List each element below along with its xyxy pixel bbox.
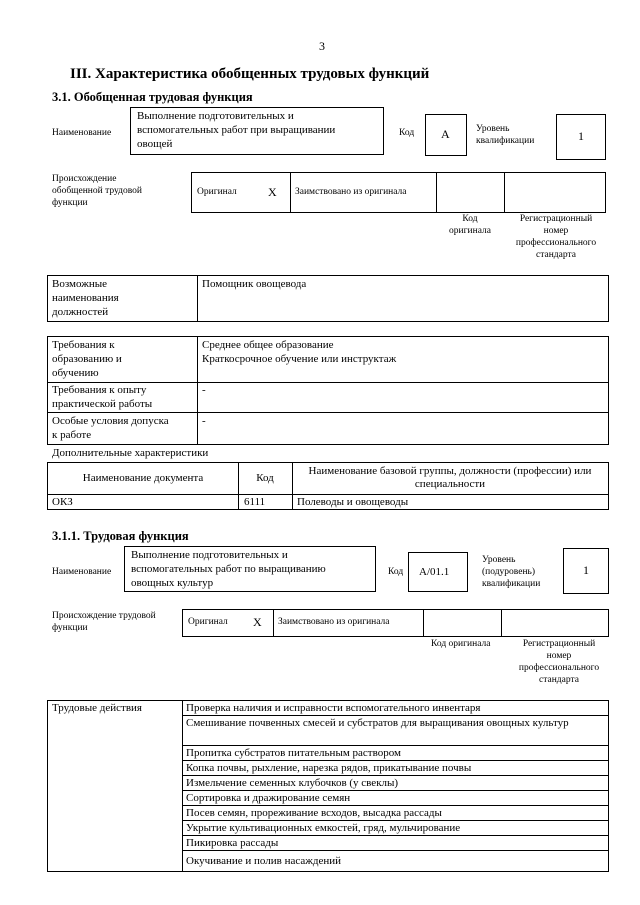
gtf-level-box (556, 114, 606, 160)
action-item-9: Пикировка рассады (186, 837, 279, 849)
gtf-origin-label-2: обобщенной трудовой (52, 186, 142, 196)
gtf-name-line-2: вспомогательных работ при выращивании (137, 124, 336, 136)
gtf-level-label-1: Уровень (476, 124, 510, 134)
job-titles-table (47, 275, 609, 322)
gtf-heading: 3.1. Обобщенная трудовая функция (52, 90, 253, 104)
section-title: III. Характеристика обобщенных трудовых функций (70, 66, 430, 82)
tf-name-line-2: вспомогательных работ по выращиванию (131, 563, 326, 575)
gtf-name-box (130, 107, 384, 155)
exp-value: - (202, 384, 206, 396)
gtf-original-mark: X (268, 185, 277, 199)
actions-label: Трудовые действия (52, 702, 142, 714)
gtf-level-value: 1 (578, 129, 584, 143)
action-item-8: Укрытие культивационных емкостей, гряд, мульчирование (186, 822, 461, 834)
tf-original-label: Оригинал (188, 617, 228, 627)
add-row-group: Полеводы и овощеводы (297, 496, 409, 508)
gtf-reg-num-1: Регистрационный (519, 214, 593, 224)
tf-name-label: Наименование (52, 567, 112, 577)
tf-name-line-1: Выполнение подготовительных и (131, 549, 288, 561)
tf-original-mark: X (253, 615, 262, 629)
add-header-code: Код (256, 472, 274, 484)
tf-code-orig: Код оригинала (431, 639, 491, 649)
tf-name-line-3: овощных культур (131, 577, 214, 589)
gtf-origin-label-1: Происхождение (52, 174, 117, 184)
gtf-code-value: А (441, 127, 450, 141)
tf-code-box (408, 552, 468, 592)
add-row-code: 6111 (244, 496, 266, 508)
tf-level-value: 1 (583, 563, 589, 577)
special-value: - (202, 415, 206, 427)
add-header-doc: Наименование документа (82, 472, 204, 484)
gtf-borrowed-label: Заимствовано из оригинала (295, 187, 407, 197)
special-label-2: к работе (52, 429, 92, 441)
gtf-name-label: Наименование (52, 128, 112, 138)
job-titles-label-2: наименования (52, 292, 119, 304)
tf-reg-num-4: стандарта (539, 675, 579, 685)
gtf-origin-label-3: функции (52, 198, 88, 208)
gtf-code-orig-2: оригинала (449, 226, 491, 236)
add-row-doc: ОКЗ (52, 496, 73, 508)
edu-label-2: образованию и (52, 353, 122, 365)
gtf-level-label-2: квалификации (476, 136, 535, 146)
tf-code-value: А/01.1 (419, 566, 450, 578)
tf-reg-num-2: номер (546, 651, 572, 661)
special-label-1: Особые условия допуска (52, 415, 169, 427)
tf-borrowed-label: Заимствовано из оригинала (278, 617, 390, 627)
job-titles-value: Помощник овощевода (202, 278, 307, 290)
tf-origin-table (182, 609, 609, 637)
action-item-10: Окучивание и полив насаждений (186, 855, 341, 867)
action-item-1: Проверка наличия и исправности вспомогательного инвентаря (186, 702, 481, 714)
gtf-code-orig-1: Код (462, 214, 478, 224)
gtf-reg-num-3: профессионального (515, 238, 597, 248)
gtf-name-line-1: Выполнение подготовительных и (137, 110, 294, 122)
tf-name-box (124, 546, 376, 592)
action-item-5: Измельчение семенных клубочков (у свеклы) (186, 777, 399, 789)
action-item-2: Смешивание почвенных смесей и субстратов для выращивания овощных культур (186, 717, 569, 729)
job-titles-label-3: должностей (52, 306, 109, 318)
exp-label-2: практической работы (52, 398, 153, 410)
exp-label-1: Требования к опыту (52, 384, 147, 396)
gtf-name-line-3: овощей (137, 138, 173, 150)
tf-code-label: Код (388, 567, 404, 577)
gtf-reg-num-4: стандарта (536, 250, 576, 260)
tf-reg-num-3: профессионального (518, 663, 600, 673)
gtf-original-label: Оригинал (197, 187, 237, 197)
tf-level-label-2: (подуровень) (482, 567, 536, 577)
tf-reg-num-1: Регистрационный (522, 639, 596, 649)
gtf-code-box (425, 114, 467, 156)
edu-label-3: обучению (52, 367, 99, 379)
edu-value-1: Среднее общее образование (202, 339, 334, 351)
tf-origin-label-1: Происхождение трудовой (52, 611, 156, 621)
tf-heading: 3.1.1. Трудовая функция (52, 529, 189, 543)
job-titles-label-1: Возможные (52, 278, 107, 290)
edu-label-1: Требования к (52, 339, 115, 351)
add-chars-heading: Дополнительные характеристики (52, 447, 209, 459)
add-header-group: Наименование базовой группы, должности (профессии) или специальности (308, 465, 592, 491)
action-item-7: Посев семян, прореживание всходов, высадка рассады (186, 807, 442, 819)
tf-origin-label-2: функции (52, 623, 88, 633)
action-item-6: Сортировка и дражирование семян (186, 792, 351, 804)
edu-value-2: Краткосрочное обучение или инструктаж (202, 353, 397, 365)
page-number: 3 (319, 39, 325, 53)
tf-level-label-3: квалификации (482, 579, 541, 589)
tf-level-label-1: Уровень (482, 555, 516, 565)
gtf-code-label: Код (399, 128, 415, 138)
action-item-4: Копка почвы, рыхление, нарезка рядов, прикатывание почвы (186, 762, 472, 774)
action-item-3: Пропитка субстратов питательным раствором (186, 747, 401, 759)
tf-level-box (563, 548, 609, 594)
gtf-reg-num-2: номер (543, 226, 569, 236)
